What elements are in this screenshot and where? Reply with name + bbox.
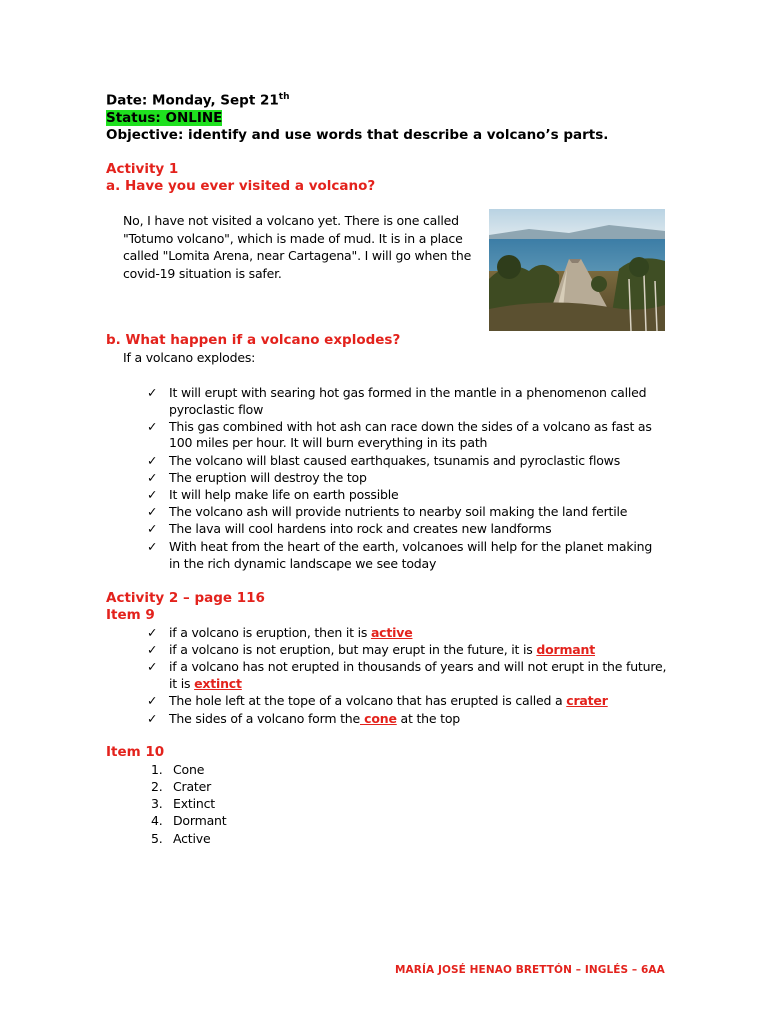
list-number: 2. xyxy=(151,779,163,794)
item9-text: it is xyxy=(169,676,195,691)
list-item xyxy=(147,658,666,675)
bullet-continuation: pyroclastic flow xyxy=(169,402,264,417)
bullet-text: With heat from the heart of the earth, volcanoes will help for the planet making xyxy=(169,539,653,554)
item9-answer: extinct xyxy=(194,676,242,691)
list-item xyxy=(147,418,652,435)
list-item xyxy=(147,469,367,486)
check-icon: ✓ xyxy=(147,504,158,519)
list-item xyxy=(147,452,620,469)
answer-line: called "Lomita Arena, near Cartagena". I will go when the xyxy=(123,248,472,263)
check-icon: ✓ xyxy=(147,385,158,400)
activity1-title: Activity 1 xyxy=(106,161,179,177)
item9-title: Item 9 xyxy=(106,607,155,623)
answer-a-paragraph xyxy=(123,212,483,282)
item9-answer: dormant xyxy=(536,642,596,657)
volcano-photo xyxy=(489,209,665,331)
list-number: 1. xyxy=(151,762,163,777)
item10-text: Crater xyxy=(173,779,212,794)
list-item xyxy=(147,503,627,520)
item9-text-after: at the top xyxy=(396,711,461,726)
bullet-text: It will erupt with searing hot gas formed in the mantle in a phenomenon called xyxy=(169,385,647,400)
check-icon: ✓ xyxy=(147,453,158,468)
check-icon: ✓ xyxy=(147,659,158,674)
list-item xyxy=(147,624,412,641)
date-text: Date: Monday, Sept 21 xyxy=(106,92,279,109)
check-icon: ✓ xyxy=(147,487,158,502)
item10-text: Cone xyxy=(173,762,205,777)
footer-author: MARÍA JOSÉ HENAO BRETTÓN – INGLÉS – 6AA xyxy=(395,964,665,976)
item9-answer: active xyxy=(370,625,413,640)
bullet-text: The lava will cool hardens into rock and creates new landforms xyxy=(169,521,552,536)
list-number: 4. xyxy=(151,813,163,828)
answer-line: No, I have not visited a volcano yet. There is one called xyxy=(123,213,459,228)
status-line xyxy=(106,110,222,126)
check-icon: ✓ xyxy=(147,419,158,434)
item9-answer: crater xyxy=(566,693,608,708)
bullet-text: It will help make life on earth possible xyxy=(169,487,399,502)
check-icon: ✓ xyxy=(147,711,158,726)
list-item xyxy=(147,641,595,658)
item10-text: Active xyxy=(173,831,211,846)
item10-title: Item 10 xyxy=(106,744,165,760)
item9-text: if a volcano is not eruption, but may erupt in the future, it is xyxy=(169,642,537,657)
check-icon: ✓ xyxy=(147,642,158,657)
item9-text: The hole left at the tope of a volcano that has erupted is called a xyxy=(169,693,567,708)
item9-continuation xyxy=(169,676,242,691)
bullet-continuation: in the rich dynamic landscape we see today xyxy=(169,556,437,571)
list-item xyxy=(147,710,460,727)
list-item xyxy=(147,538,652,555)
answer-line: "Totumo volcano", which is made of mud. It is in a place xyxy=(123,230,463,246)
date-superscript: th xyxy=(278,92,290,102)
item10-text: Extinct xyxy=(173,796,215,811)
activity2-title: Activity 2 – page 116 xyxy=(106,590,265,606)
check-icon: ✓ xyxy=(147,539,158,554)
bullet-text: This gas combined with hot ash can race down the sides of a volcano as fast as xyxy=(169,419,652,434)
date-line xyxy=(106,92,289,109)
list-number: 3. xyxy=(151,796,163,811)
list-item xyxy=(147,486,398,503)
item9-text: if a volcano has not erupted in thousands of years and will not erupt in the future, xyxy=(169,659,667,674)
list-item xyxy=(147,520,551,537)
list-item xyxy=(151,762,204,777)
activity1-question-b: b. What happen if a volcano explodes? xyxy=(106,332,401,348)
bullet-continuation: 100 miles per hour. It will burn everything in its path xyxy=(169,435,488,450)
check-icon: ✓ xyxy=(147,521,158,536)
volcano-photo-image xyxy=(489,209,665,331)
item9-answer: cone xyxy=(360,711,397,726)
bullet-text: The volcano ash will provide nutrients to nearby soil making the land fertile xyxy=(169,504,628,519)
list-item xyxy=(147,384,646,401)
item9-text: The sides of a volcano form the xyxy=(169,711,360,726)
activity1-question-a: a. Have you ever visited a volcano? xyxy=(106,178,376,194)
list-item xyxy=(151,779,211,794)
bullet-text: The eruption will destroy the top xyxy=(169,470,367,485)
check-icon: ✓ xyxy=(147,625,158,640)
list-item xyxy=(151,831,210,846)
answer-line: covid-19 situation is safer. xyxy=(123,265,282,281)
bullet-text: The volcano will blast caused earthquakes, tsunamis and pyroclastic flows xyxy=(169,453,621,468)
check-icon: ✓ xyxy=(147,470,158,485)
item10-text: Dormant xyxy=(173,813,227,828)
list-item xyxy=(151,796,215,811)
status-highlight: Status: ONLINE xyxy=(106,110,223,126)
list-number: 5. xyxy=(151,831,163,846)
list-item xyxy=(147,692,608,709)
item9-text: if a volcano is eruption, then it is xyxy=(169,625,371,640)
objective-line: Objective: identify and use words that describe a volcano’s parts. xyxy=(106,127,609,143)
explodes-intro: If a volcano explodes: xyxy=(123,350,256,365)
list-item xyxy=(151,813,226,828)
check-icon: ✓ xyxy=(147,693,158,708)
